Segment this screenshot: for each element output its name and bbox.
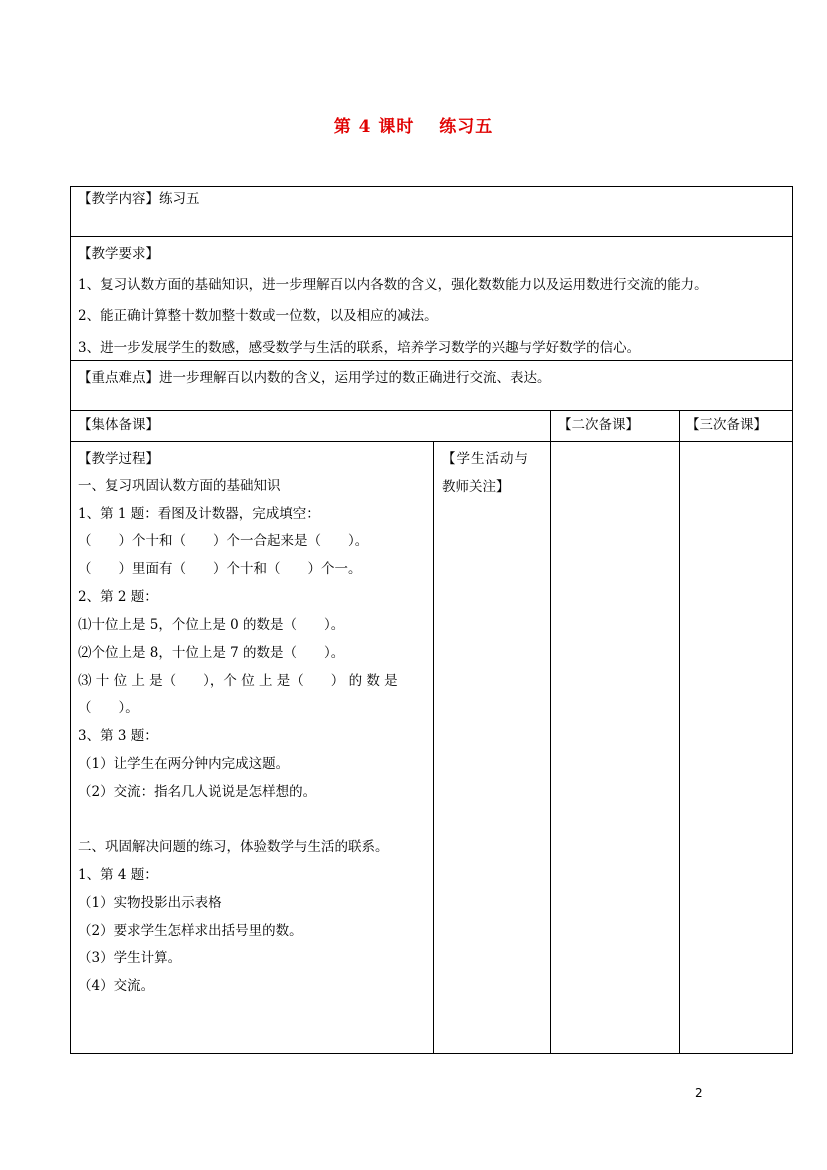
process-line: 3、第 3 题：: [78, 728, 158, 744]
header-collective: 【集体备课】: [78, 417, 159, 433]
header-second: 【二次备课】: [558, 417, 639, 433]
process-line: 2、第 2 题：: [78, 589, 158, 605]
row-divider: [70, 360, 793, 361]
student-activity-line2: 教师关注】: [442, 479, 510, 495]
column-divider: [679, 410, 680, 1054]
key-points: 【重点难点】进一步理解百以内数的含义，运用学过的数正确进行交流、表达。: [78, 370, 551, 386]
process-line: （3）学生计算。: [78, 950, 182, 966]
table-border-top: [70, 186, 793, 187]
process-line: （4）交流。: [78, 978, 155, 994]
process-line: （1）实物投影出示表格: [78, 895, 222, 911]
process-line: ⑶ 十 位 上 是（ ），个 位 上 是（ ） 的 数 是: [78, 673, 398, 689]
process-line: ⑴十位上是 5，个位上是 0 的数是（ ）。: [78, 617, 345, 633]
lesson-plan-table: [70, 186, 793, 1054]
row-divider: [70, 236, 793, 237]
page-title: 第 4 课时 练习五: [333, 117, 494, 137]
process-line: （ ）个十和（ ）个一合起来是（ ）。: [78, 533, 369, 549]
column-divider: [433, 441, 434, 1054]
process-line: 1、第 1 题：看图及计数器，完成填空：: [78, 506, 320, 522]
process-line: （1）让学生在两分钟内完成这题。: [78, 756, 290, 772]
table-border-bottom: [70, 1053, 793, 1054]
row-divider: [70, 441, 793, 442]
process-line: ⑵个位上是 8，十位上是 7 的数是（ ）。: [78, 645, 345, 661]
process-line: 1、第 4 题：: [78, 867, 158, 883]
requirement-item: 3、进一步发展学生的数感，感受数学与生活的联系，培养学习数学的兴趣与学好数学的信心。: [78, 340, 641, 356]
header-third: 【三次备课】: [686, 417, 767, 433]
process-line: （2）交流：指名几人说说是怎样想的。: [78, 784, 317, 800]
student-activity-line1: 【学生活动与: [442, 451, 529, 467]
process-line: （2）要求学生怎样求出括号里的数。: [78, 923, 303, 939]
requirements-heading: 【教学要求】: [78, 246, 159, 262]
table-border-right: [792, 186, 793, 1054]
process-line: （ ）。: [78, 700, 139, 716]
page-number: 2: [695, 1086, 703, 1100]
table-border-left: [70, 186, 71, 1054]
process-line: 一、复习巩固认数方面的基础知识: [78, 478, 281, 494]
teaching-content: 【教学内容】练习五: [78, 191, 200, 207]
column-divider: [550, 410, 551, 1054]
requirement-item: 1、复习认数方面的基础知识，进一步理解百以内各数的含义，强化数数能力以及运用数进行交流的能力。: [78, 277, 708, 293]
process-line: 二、巩固解决问题的练习，体验数学与生活的联系。: [78, 839, 389, 855]
requirement-item: 2、能正确计算整十数加整十数或一位数，以及相应的减法。: [78, 308, 438, 324]
process-heading: 【教学过程】: [78, 451, 159, 467]
row-divider: [70, 410, 793, 411]
process-line: （ ）里面有（ ）个十和（ ）个一。: [78, 561, 362, 577]
